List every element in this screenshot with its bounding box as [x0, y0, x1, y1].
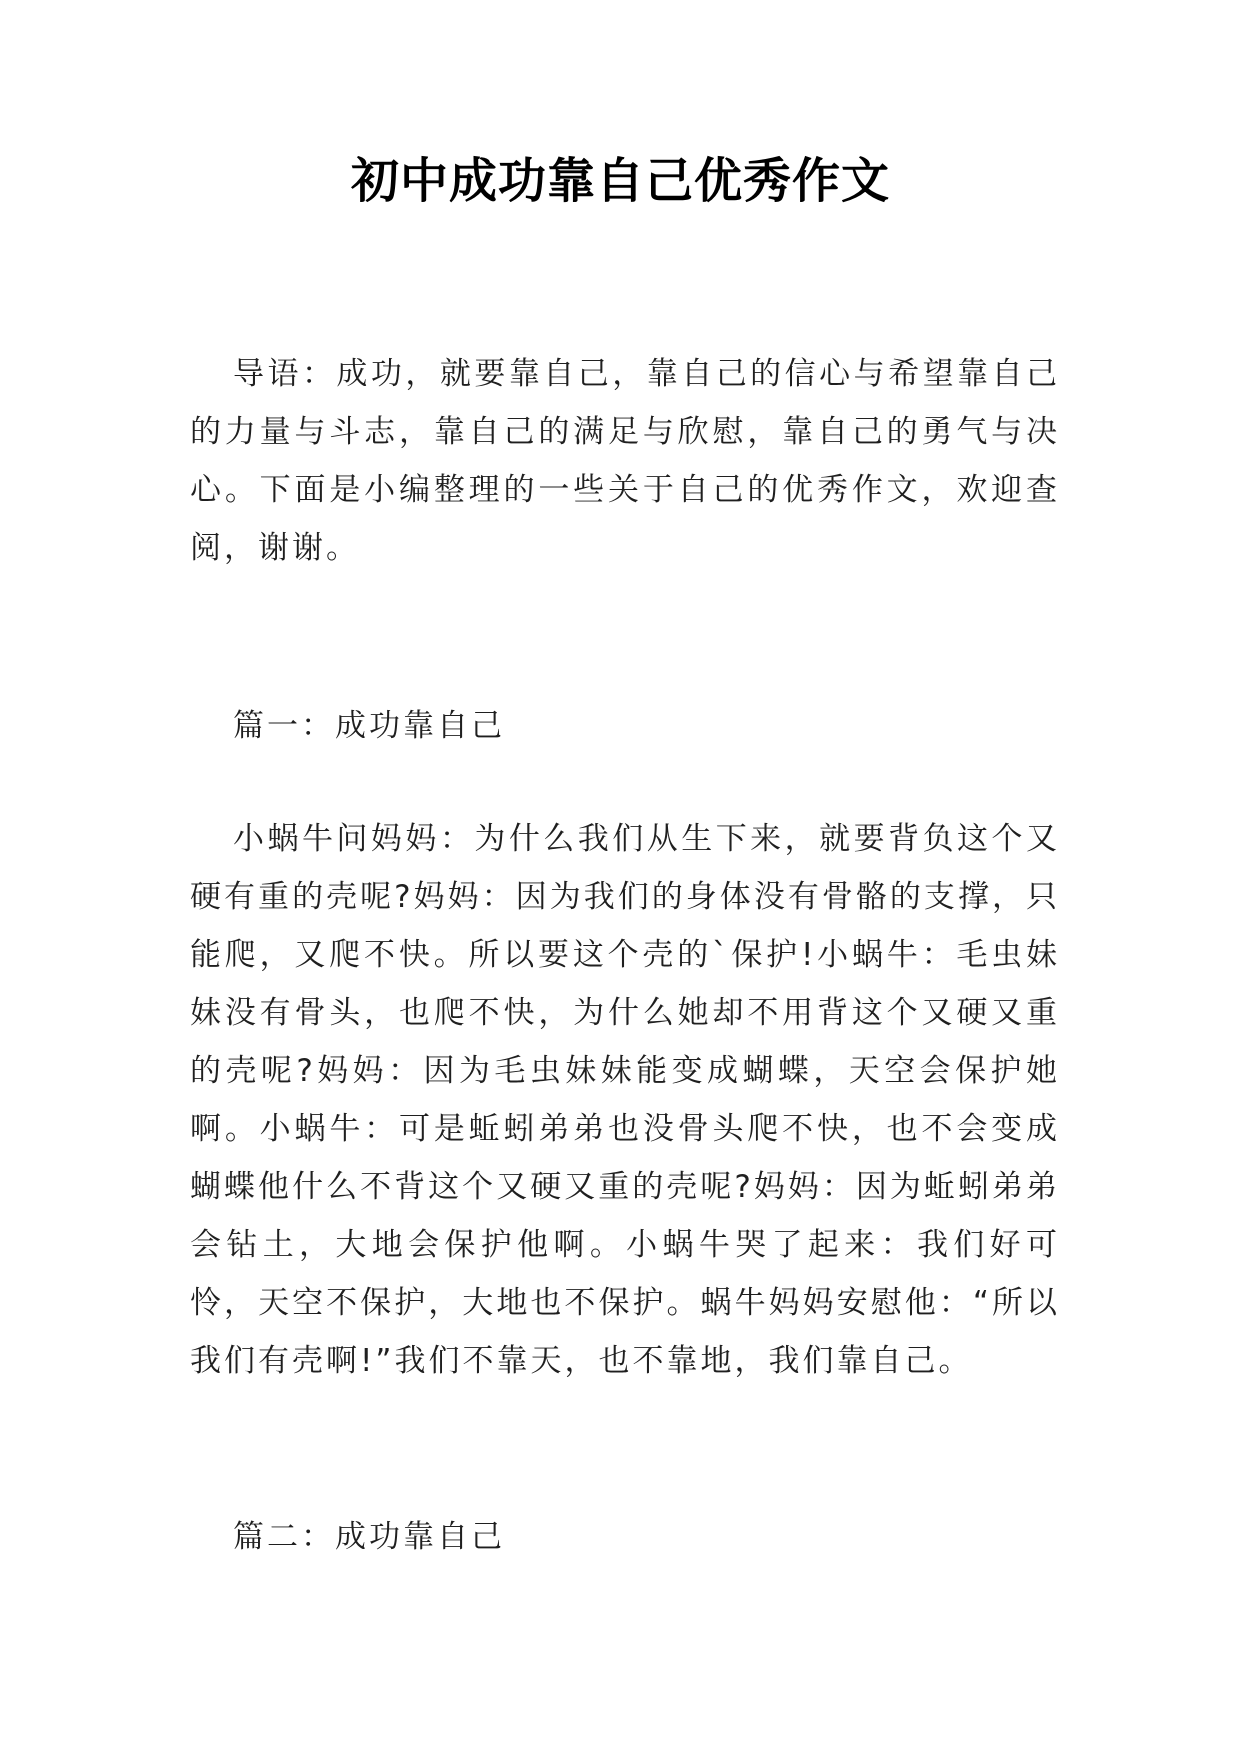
intro-paragraph: 导语：成功，就要靠自己，靠自己的信心与希望靠自己的力量与斗志，靠自己的满足与欣慰，靠自己的勇气与决心。下面是小编整理的一些关于自己的优秀作文，欢迎查阅，谢谢。 — [190, 356, 1060, 566]
section-heading-2: 篇二：成功靠自己 — [233, 1519, 505, 1555]
section-heading-1: 篇一：成功靠自己 — [233, 708, 505, 744]
section-body-1: 小蜗牛问妈妈：为什么我们从生下来，就要背负这个又硬有重的壳呢?妈妈：因为我们的身体没有骨骼的支撑，只能爬，又爬不快。所以要这个壳的`保护!小蜗牛：毛虫妹妹没有骨头，也爬不快，为什么她却不用背这个又硬又重的壳呢?妈妈：因为毛虫妹妹能变成蝴蝶，天空会保护她啊。小蜗牛：可是蚯蚓弟弟也没骨头爬不快，也不会变成蝴蝶他什么不背这个又硬又重的壳呢?妈妈：因为蚯蚓弟弟会钻土，大地会保护他啊。小蜗牛哭了起来：我们好可怜，天空不保护，大地也不保护。蜗牛妈妈安慰他：“所以我们有壳啊!”我们不靠天，也不靠地，我们靠自己。 — [190, 821, 1060, 1379]
document-title: 初中成功靠自己优秀作文 — [350, 153, 890, 209]
